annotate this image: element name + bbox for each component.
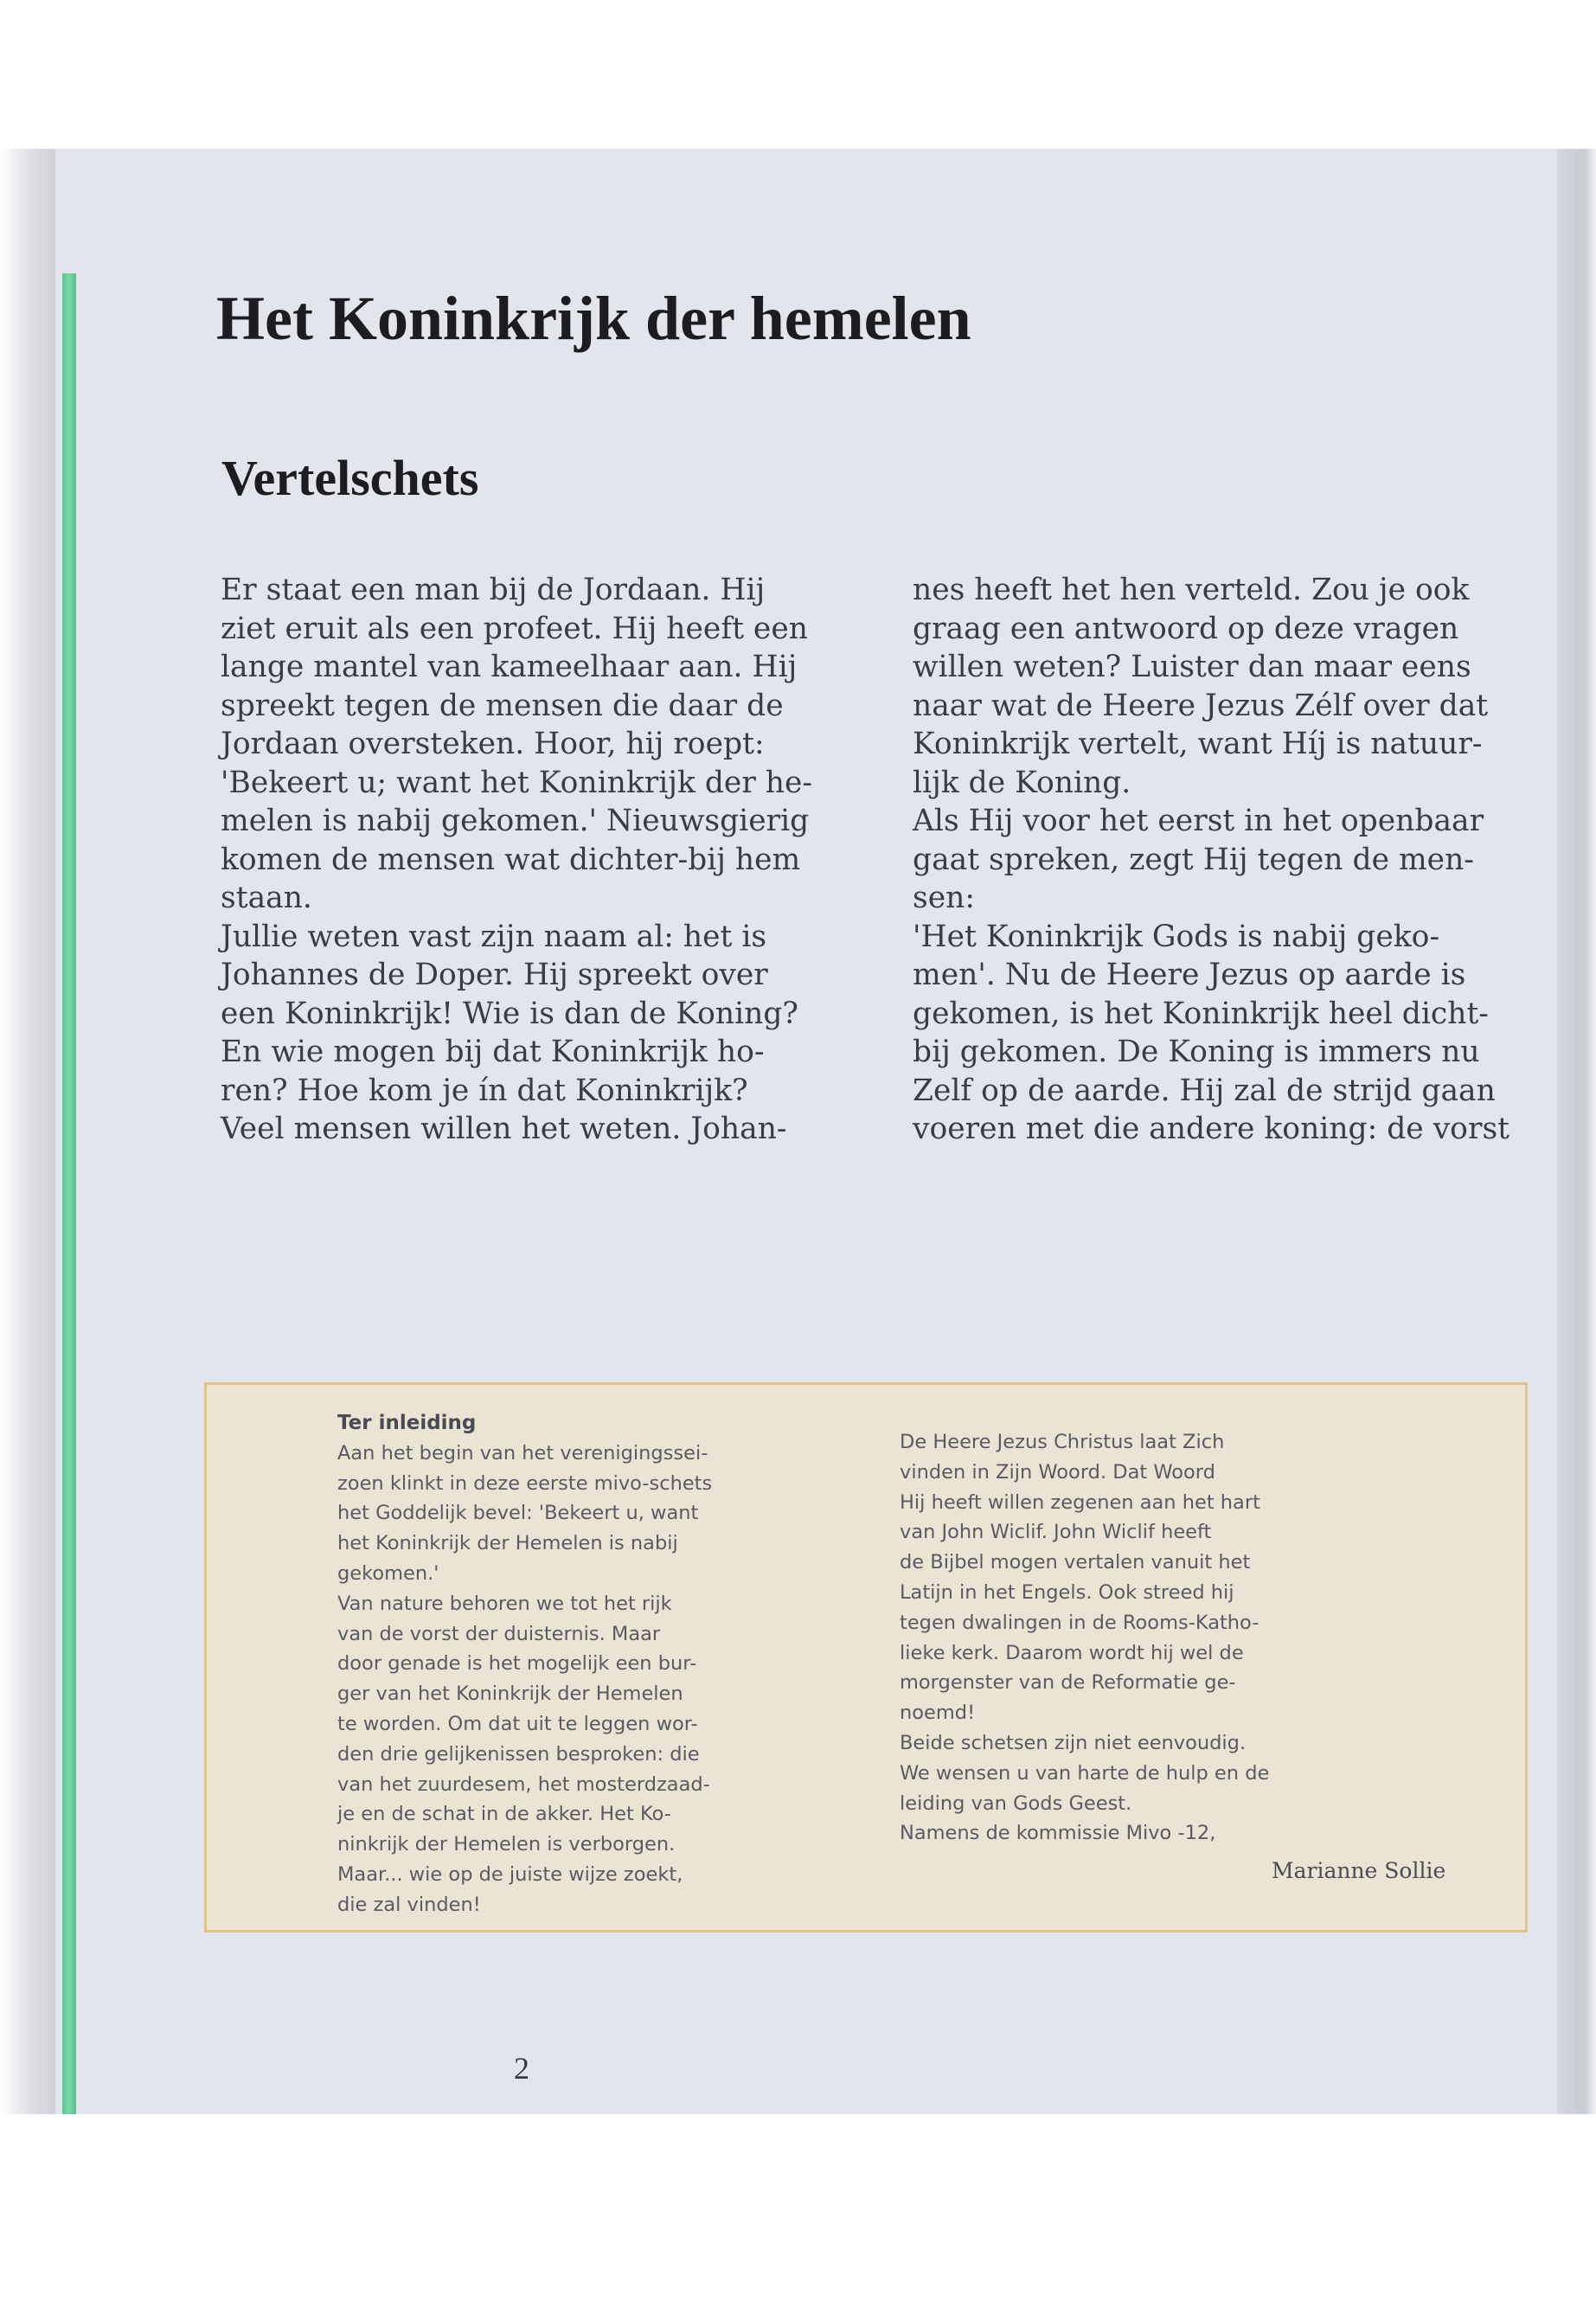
body-line: komen de mensen wat dichter-bij hem — [221, 842, 801, 877]
body-line: En wie mogen bij dat Koninkrijk ho- — [221, 1035, 765, 1069]
body-line: Jullie weten vast zijn naam al: het is — [221, 919, 767, 954]
intro-line: leiding van Gods Geest. — [900, 1791, 1132, 1815]
body-line: Er staat een man bij de Jordaan. Hij — [221, 573, 766, 607]
intro-signature: Marianne Sollie — [1272, 1858, 1446, 1883]
intro-line: morgenster van de Reformatie ge- — [900, 1671, 1236, 1695]
body-line: sen: — [913, 881, 975, 915]
body-line: gaat spreken, zegt Hij tegen de men- — [913, 842, 1474, 877]
intro-line: van John Wiclif. John Wiclif heeft — [900, 1521, 1212, 1544]
page-title: Het Koninkrijk der hemelen — [216, 284, 971, 353]
body-line: spreekt tegen de mensen die daar de — [221, 688, 784, 723]
body-line: ziet eruit als een profeet. Hij heeft een — [221, 611, 808, 646]
intro-heading: Ter inleiding — [337, 1412, 477, 1434]
intro-line: Beide schetsen zijn niet eenvoudig. — [900, 1731, 1247, 1754]
intro-line: gekomen.' — [337, 1561, 439, 1585]
intro-line: Hij heeft willen zegenen aan het hart — [900, 1490, 1260, 1514]
body-line: lijk de Koning. — [913, 765, 1131, 800]
intro-column-right — [900, 1427, 1269, 1849]
body-line: Zelf op de aarde. Hij zal de strijd gaan — [913, 1073, 1496, 1108]
body-line: ren? Hoe kom je ín dat Koninkrijk? — [221, 1073, 748, 1108]
right-page-edge — [1557, 149, 1596, 2114]
intro-line: den drie gelijkenissen besproken: die — [337, 1742, 700, 1766]
intro-line: zoen klinkt in deze eerste mivo-schets — [337, 1471, 713, 1495]
body-line: gekomen, is het Koninkrijk heel dicht- — [913, 996, 1489, 1031]
intro-column-left — [337, 1408, 712, 1920]
body-line: nes heeft het hen verteld. Zou je ook — [913, 573, 1470, 607]
intro-line: Aan het begin van het verenigingssei- — [337, 1441, 708, 1465]
body-line: voeren met die andere koning: de vorst — [913, 1112, 1510, 1146]
intro-line: lieke kerk. Daarom wordt hij wel de — [900, 1641, 1244, 1664]
page-number: 2 — [514, 2051, 529, 2086]
body-line: melen is nabij gekomen.' Nieuwsgierig — [221, 804, 810, 838]
intro-line: Maar... wie op de juiste wijze zoekt, — [337, 1862, 683, 1886]
green-page-edge — [62, 273, 76, 2114]
intro-line: het Goddelijk bevel: 'Bekeert u, want — [337, 1502, 699, 1525]
intro-line: door genade is het mogelijk een bur- — [337, 1652, 697, 1676]
intro-line: De Heere Jezus Christus laat Zich — [900, 1431, 1225, 1453]
body-line: bij gekomen. De Koning is immers nu — [913, 1035, 1480, 1069]
intro-line: de Bijbel mogen vertalen vanuit het — [900, 1551, 1251, 1574]
body-line: graag een antwoord op deze vragen — [913, 611, 1459, 646]
book-spine-shadow — [0, 149, 55, 2114]
intro-line: het Koninkrijk der Hemelen is nabij — [337, 1532, 678, 1555]
intro-line: die zal vinden! — [337, 1893, 481, 1916]
body-line: 'Bekeert u; want het Koninkrijk der he- — [221, 765, 813, 800]
body-line: men'. Nu de Heere Jezus op aarde is — [913, 958, 1466, 992]
body-line: een Koninkrijk! Wie is dan de Koning? — [221, 996, 798, 1031]
body-line: staan. — [221, 881, 312, 915]
body-line: lange mantel van kameelhaar aan. Hij — [221, 650, 798, 684]
body-line: 'Het Koninkrijk Gods is nabij geko- — [913, 919, 1440, 954]
body-line: Als Hij voor het eerst in het openbaar — [913, 804, 1484, 838]
intro-line: Namens de kommissie Mivo -12, — [900, 1822, 1216, 1845]
body-column-left — [221, 571, 812, 1149]
body-line: willen weten? Luister dan maar eens — [913, 650, 1471, 684]
body-line: Johannes de Doper. Hij spreekt over — [221, 958, 768, 992]
body-line: Veel mensen willen het weten. Johan- — [221, 1112, 787, 1146]
intro-line: ninkrijk der Hemelen is verborgen. — [337, 1833, 676, 1856]
intro-line: tegen dwalingen in de Rooms-Katho- — [900, 1611, 1259, 1634]
intro-line: vinden in Zijn Woord. Dat Woord — [900, 1460, 1215, 1484]
intro-line: We wensen u van harte de hulp en de — [900, 1761, 1270, 1785]
intro-line: van het zuurdesem, het mosterdzaad- — [337, 1772, 710, 1796]
body-line: Jordaan oversteken. Hoor, hij roept: — [221, 727, 765, 761]
body-line: Koninkrijk vertelt, want Híj is natuur- — [913, 727, 1483, 761]
body-line: naar wat de Heere Jezus Zélf over dat — [913, 688, 1489, 723]
section-subtitle: Vertelschets — [221, 450, 479, 506]
intro-line: ger van het Koninkrijk der Hemelen — [337, 1682, 683, 1706]
intro-line: Van nature behoren we tot het rijk — [337, 1592, 672, 1615]
intro-line: te worden. Om dat uit te leggen wor- — [337, 1712, 698, 1735]
intro-line: van de vorst der duisternis. Maar — [337, 1622, 661, 1645]
body-column-right — [913, 571, 1509, 1149]
intro-line: Latijn in het Engels. Ook streed hij — [900, 1580, 1234, 1604]
intro-line: noemd! — [900, 1702, 976, 1725]
intro-line: je en de schat in de akker. Het Ko- — [337, 1803, 671, 1826]
